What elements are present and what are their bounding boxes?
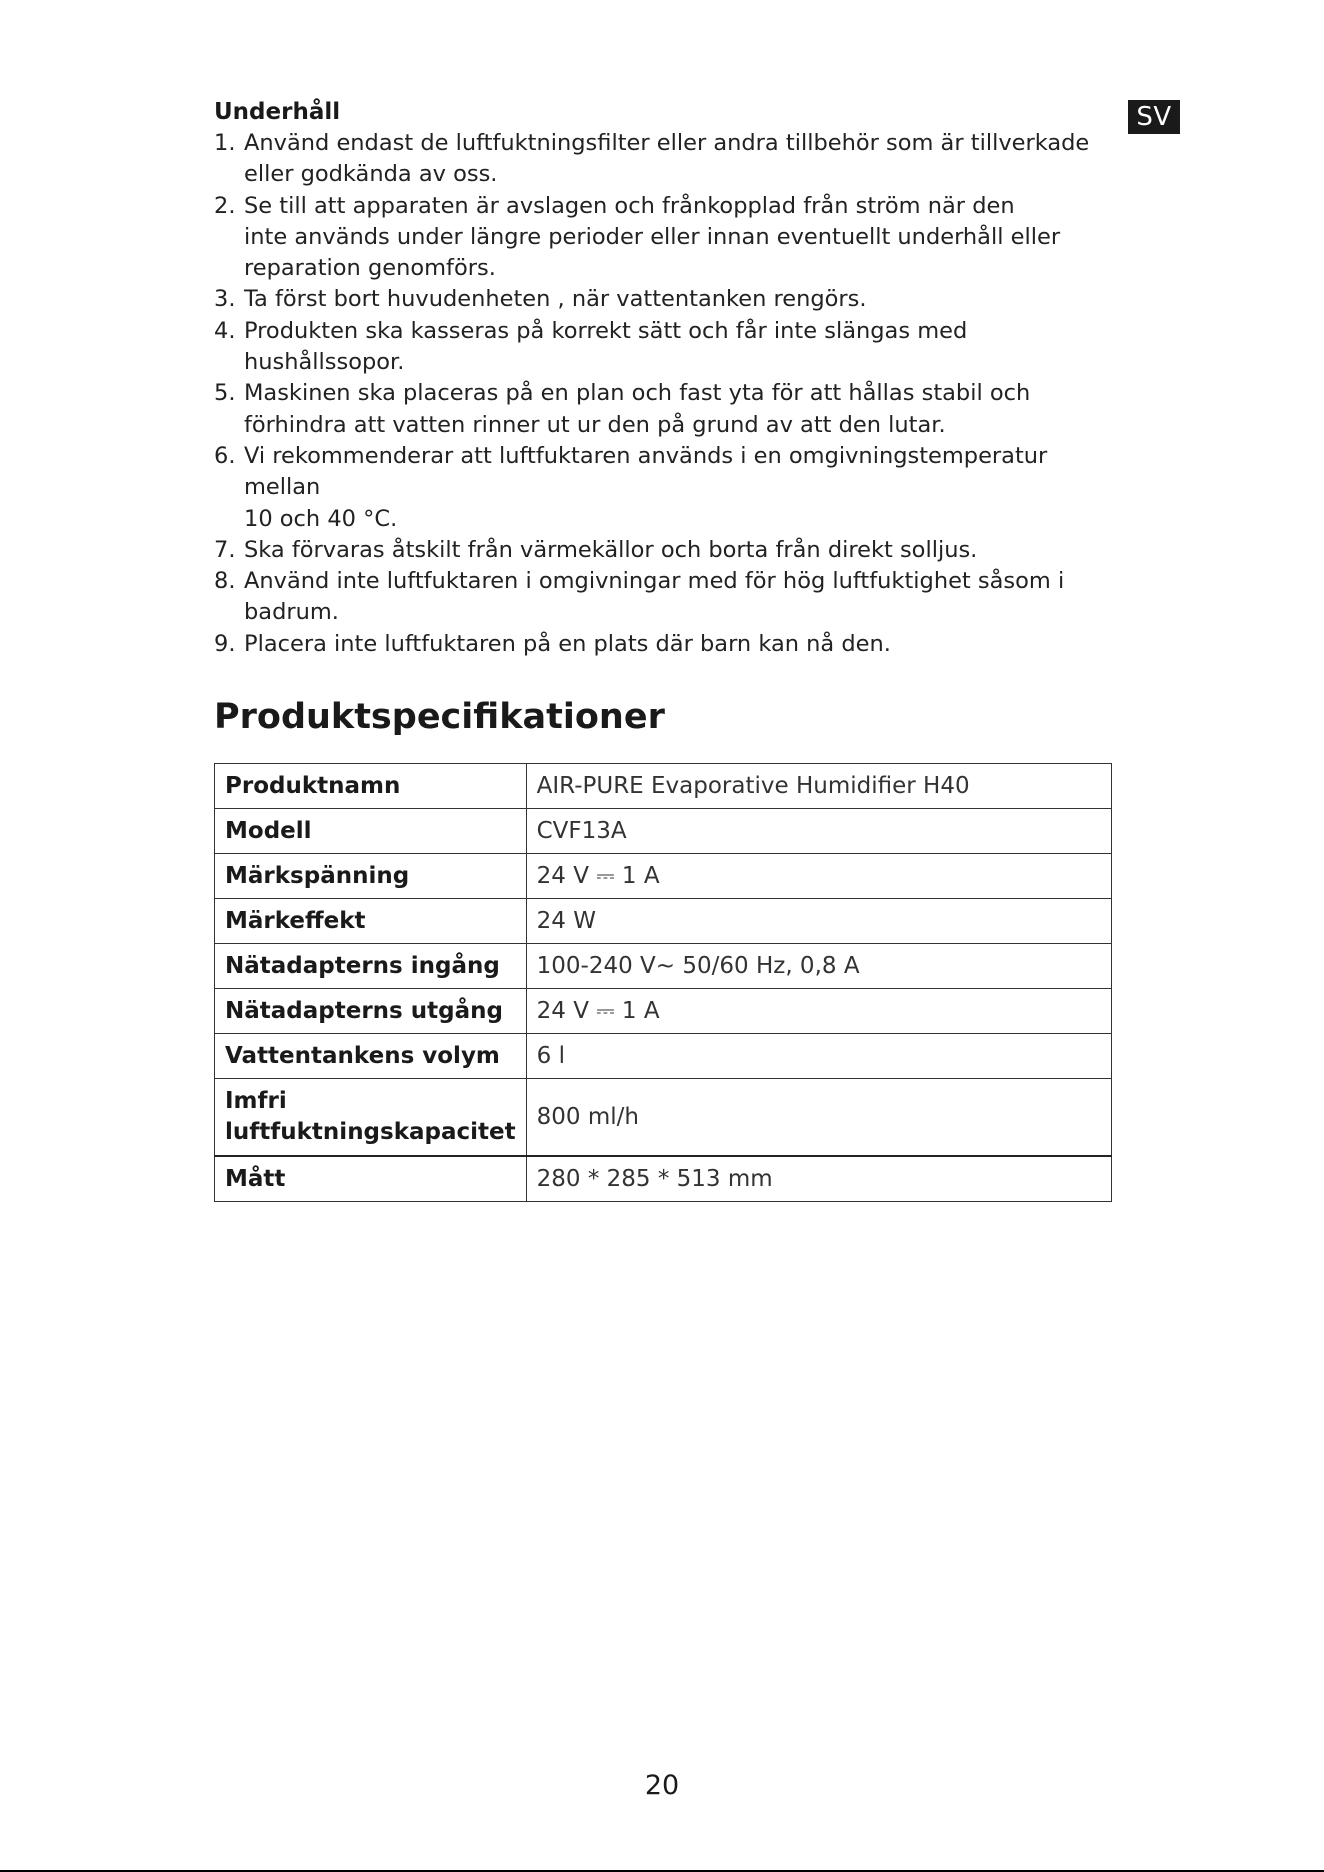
maintenance-heading: Underhåll: [214, 99, 341, 125]
spec-row: [215, 899, 1112, 944]
spec-row: [215, 1034, 1112, 1079]
maintenance-item-line: eller godkända av oss.: [244, 161, 498, 188]
spec-label: Produktnamn: [215, 764, 527, 809]
spec-row: [215, 854, 1112, 899]
spec-row: [215, 809, 1112, 854]
spec-row: [215, 944, 1112, 989]
spec-label: Märkeffekt: [215, 899, 527, 944]
maintenance-item-line: Använd endast de luftfuktningsfilter eller andra tillbehör som är tillverkade: [244, 130, 1090, 156]
maintenance-item-line: reparation genomförs.: [244, 255, 496, 282]
spec-value: 100-240 V~ 50/60 Hz, 0,8 A: [526, 944, 1111, 989]
maintenance-item: [214, 128, 1114, 191]
maintenance-item: [214, 378, 1114, 441]
maintenance-item-line: inte används under längre perioder eller innan eventuellt underhåll eller: [244, 223, 1061, 250]
maintenance-item-line: Maskinen ska placeras på en plan och fast yta för att hållas stabil och: [244, 380, 1031, 407]
spec-value: AIR-PURE Evaporative Humidifier H40: [526, 764, 1111, 809]
maintenance-item-number: 6.: [214, 442, 236, 469]
specifications-table: [214, 763, 1112, 1202]
spec-label: Mått: [215, 1156, 527, 1202]
maintenance-item-line: Produkten ska kasseras på korrekt sätt och får inte slängas med: [244, 317, 968, 344]
spec-value: 6 l: [526, 1034, 1111, 1079]
maintenance-item-number: 2.: [214, 192, 236, 219]
maintenance-item-number: 5.: [214, 380, 236, 407]
maintenance-item-line: 10 och 40 °C.: [244, 505, 398, 532]
spec-label: Imfri luftfuktningskapacitet: [215, 1079, 527, 1157]
maintenance-item-line: hushållssopor.: [244, 349, 405, 376]
maintenance-item: [214, 316, 1114, 379]
spec-value: 24 V ⎓ 1 A: [526, 854, 1111, 899]
spec-row: [215, 1079, 1112, 1157]
maintenance-item: [214, 566, 1114, 629]
maintenance-item: [214, 629, 1114, 660]
language-badge: SV: [1128, 100, 1180, 134]
spec-row: [215, 989, 1112, 1034]
maintenance-item-line: Ska förvaras åtskilt från värmekällor och borta från direkt solljus.: [244, 536, 978, 563]
maintenance-item: [214, 441, 1114, 535]
specifications-heading: Produktspecifikationer: [214, 697, 665, 737]
maintenance-item-line: Se till att apparaten är avslagen och frånkopplad från ström när den: [244, 192, 1015, 219]
spec-value: CVF13A: [526, 809, 1111, 854]
maintenance-item-number: 3.: [214, 286, 236, 313]
maintenance-item-line: Placera inte luftfuktaren på en plats där barn kan nå den.: [244, 630, 891, 657]
spec-label: Modell: [215, 809, 527, 854]
maintenance-item: [214, 284, 1114, 315]
maintenance-list: [214, 128, 1114, 660]
spec-label: Nätadapterns ingång: [215, 944, 527, 989]
spec-label: Vattentankens volym: [215, 1034, 527, 1079]
spec-value: 800 ml/h: [526, 1079, 1111, 1157]
maintenance-item-number: 9.: [214, 630, 236, 657]
spec-label: Märkspänning: [215, 854, 527, 899]
maintenance-item-line: Ta först bort huvudenheten , när vattentanken rengörs.: [244, 286, 867, 313]
maintenance-item-line: Vi rekommenderar att luftfuktaren används i en omgivningstemperatur mellan: [244, 442, 1048, 501]
maintenance-item: [214, 191, 1114, 285]
spec-row: [215, 1156, 1112, 1202]
maintenance-item-line: badrum.: [244, 599, 339, 626]
spec-value: 280 * 285 * 513 mm: [526, 1156, 1111, 1202]
maintenance-item-line: Använd inte luftfuktaren i omgivningar med för hög luftfuktighet såsom i: [244, 568, 1065, 595]
maintenance-item: [214, 535, 1114, 566]
maintenance-item-number: 8.: [214, 568, 236, 595]
spec-value: 24 W: [526, 899, 1111, 944]
maintenance-section: [214, 96, 1114, 660]
maintenance-item-number: 1.: [214, 130, 236, 156]
page-number: 20: [644, 1770, 680, 1801]
maintenance-item-number: 4.: [214, 317, 236, 344]
spec-value: 24 V ⎓ 1 A: [526, 989, 1111, 1034]
maintenance-item-number: 7.: [214, 536, 236, 563]
maintenance-item-line: förhindra att vatten rinner ut ur den på grund av att den lutar.: [244, 411, 946, 438]
spec-label: Nätadapterns utgång: [215, 989, 527, 1034]
spec-row: [215, 764, 1112, 809]
